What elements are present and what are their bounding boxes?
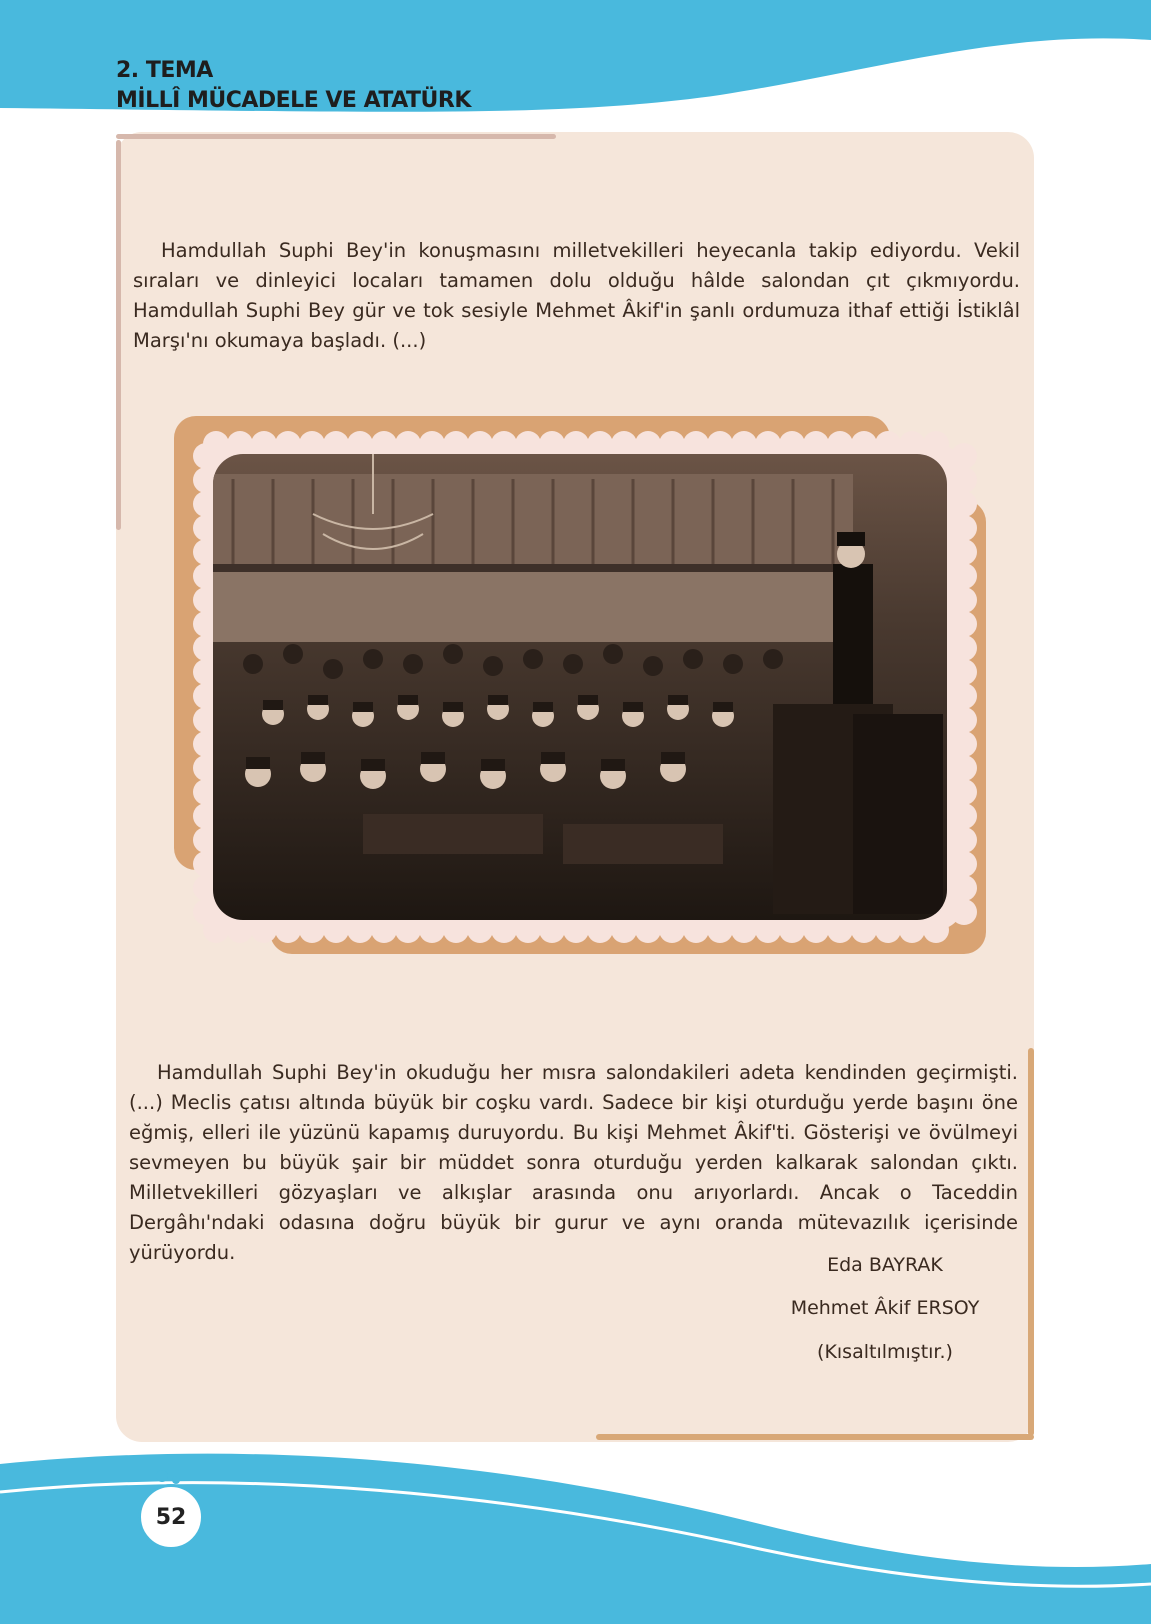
badge-decoration-dot: [172, 1476, 180, 1484]
card-accent-line: [1028, 1048, 1034, 1436]
attribution-note: (Kısaltılmıştır.): [817, 1341, 953, 1363]
page-number: 52: [155, 1504, 187, 1530]
assembly-photo-image: [213, 454, 947, 920]
theme-title: MİLLÎ MÜCADELE VE ATATÜRK: [116, 88, 471, 113]
attribution-subject: Mehmet Âkif ERSOY: [790, 1297, 980, 1319]
page-number-badge: [138, 1484, 204, 1550]
attribution-author: Eda BAYRAK: [827, 1254, 943, 1276]
passage-paragraph-2: Hamdullah Suphi Bey'in okuduğu her mısra salondakileri adeta kendinden geçirmişti. (...) Meclis çatısı altında büyük bir coşku vardı. Sadece bir kişi oturduğu yerde başını öne eğmiş, elleri ile yüzünü kapamış duruyordu. Bu kişi Mehmet Âkif'ti. Gösterişi ve övülmeyi sevmeyen bu büyük şair bir müddet sonra oturduğu yerden kalkarak salondan çıktı. Milletvekilleri gözyaşları ve alkışlar arasında onu arıyorlardı. Ancak o Taceddin Dergâhı'ndaki odasına doğru büyük bir gurur ve aynı oranda mütevazılık içerisinde yürüyordu.: [129, 1061, 1018, 1264]
theme-number: 2. TEMA: [116, 58, 213, 83]
assembly-photograph: [213, 454, 947, 920]
passage-paragraph-1: Hamdullah Suphi Bey'in konuşmasını milletvekilleri heyecanla takip ediyordu. Vekil sıraları ve dinleyici locaları tamamen dolu olduğu hâlde salondan çıt çıkmıyordu. Hamdullah Suphi Bey gür ve tok sesiyle Mehmet Âkif'in şanlı ordumuza ithaf ettiği İstiklâl Marşı'nı okumaya başladı. (...): [133, 239, 1020, 352]
badge-decoration-dot: [156, 1470, 168, 1482]
